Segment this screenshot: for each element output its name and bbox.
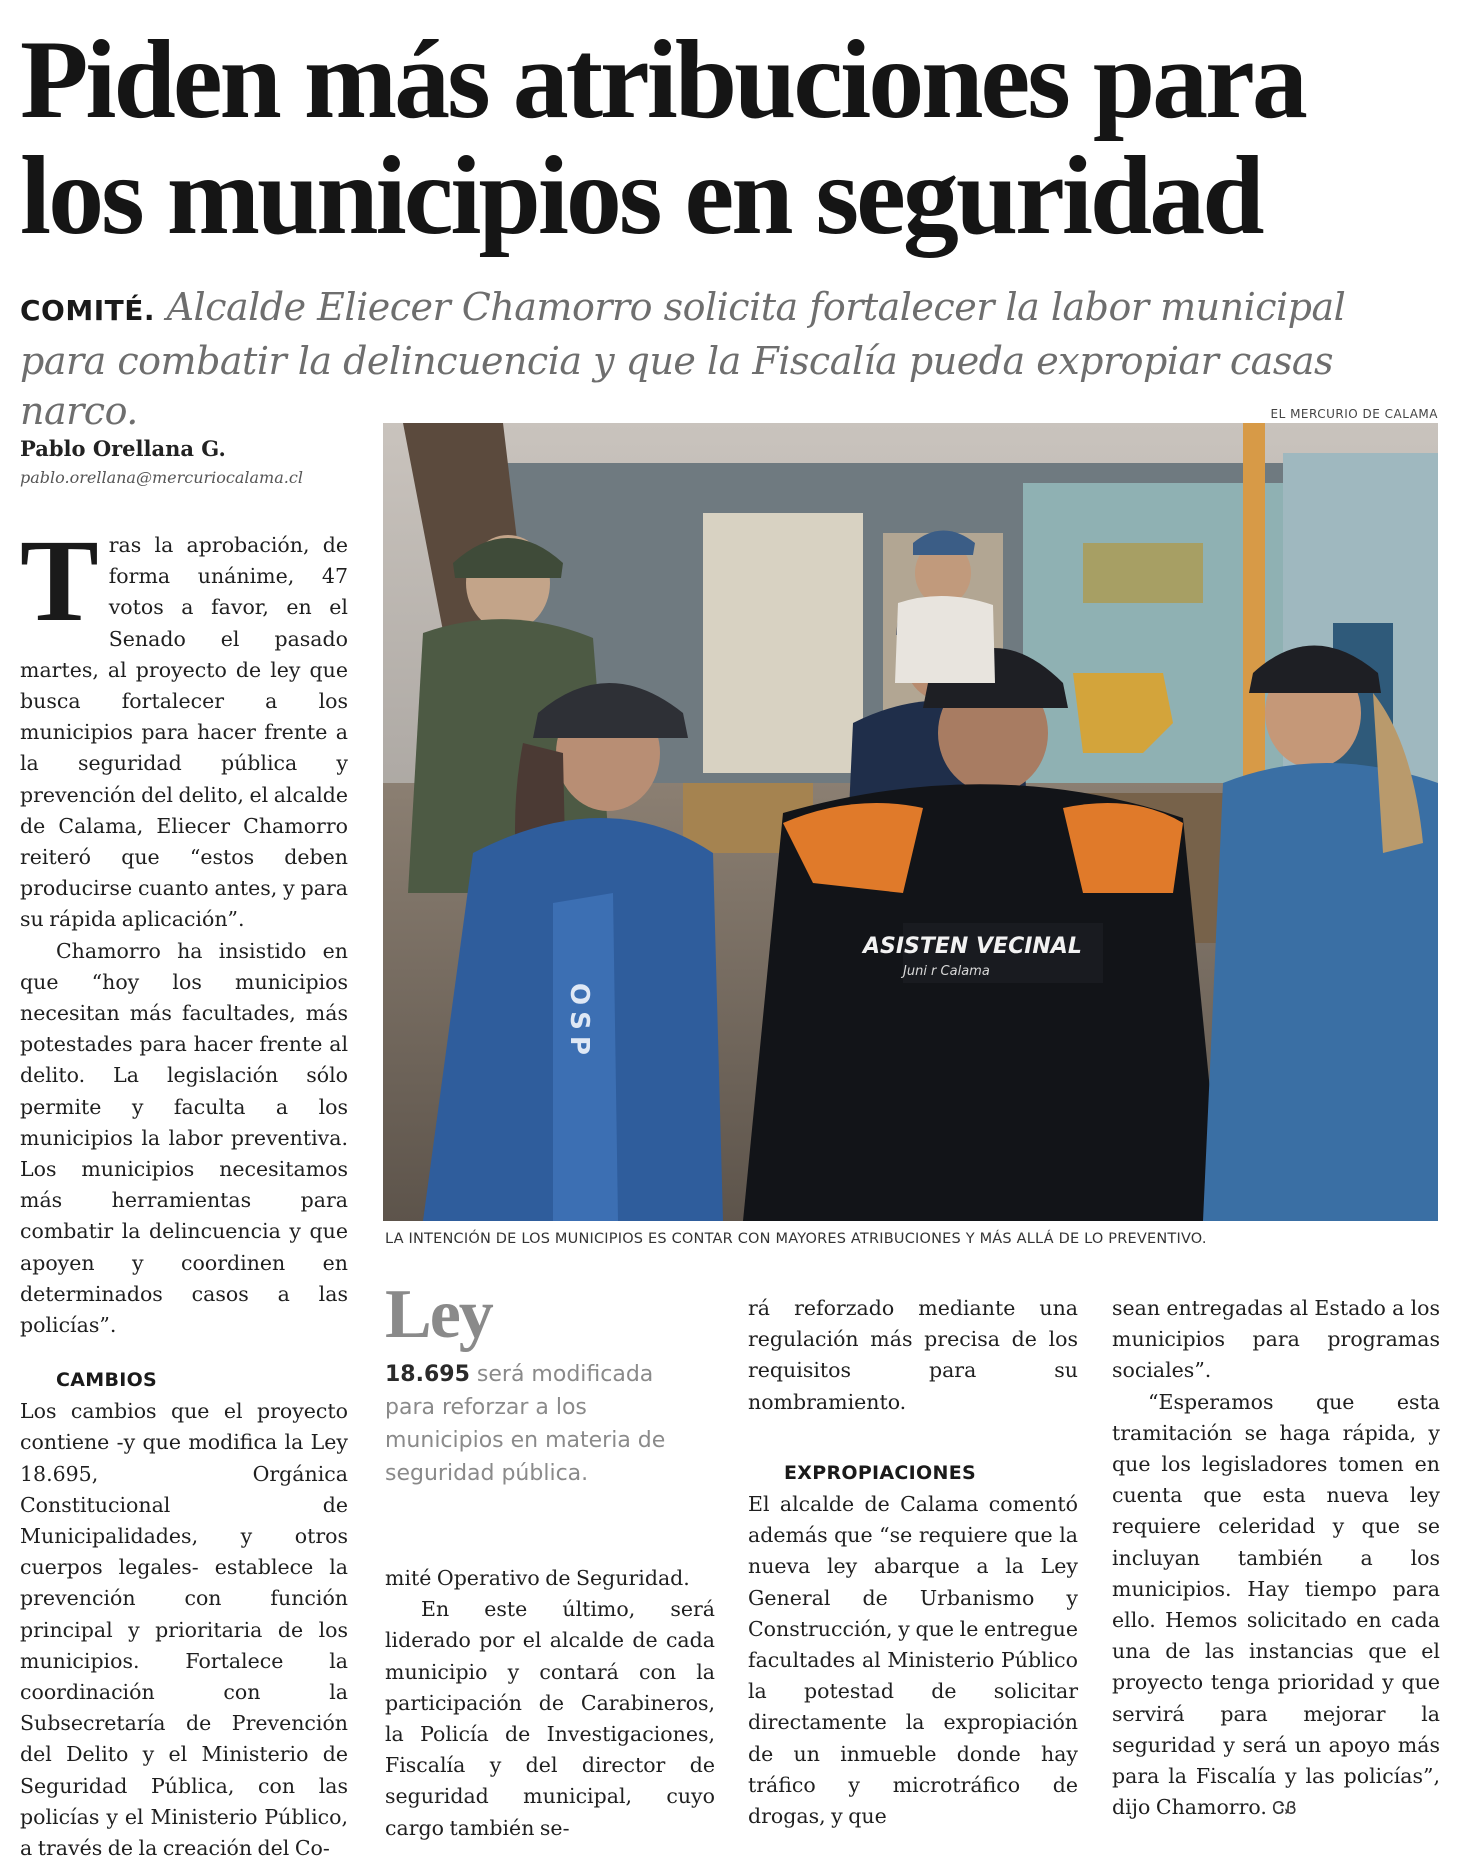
article-photo <box>383 423 1438 1221</box>
column-4 <box>1112 1293 1440 1824</box>
headline: Piden más atribuciones para los municipios en seguridad <box>20 18 1305 258</box>
vest-text: ASISTEN VECINAL <box>863 934 1082 959</box>
section-heading-cambios: CAMBIOS <box>56 1369 158 1391</box>
column-3 <box>748 1293 1078 1832</box>
deck <box>20 282 1440 436</box>
photo-caption: LA INTENCIÓN DE LOS MUNICIPIOS ES CONTAR CON MAYORES ATRIBUCIONES Y MÁS ALLÁ DE LO PREVENTIVO. <box>385 1231 1207 1247</box>
paragraph: Los cambios que el proyecto contiene -y que modifica la Ley 18.695, Orgánica Constitucional de Municipalidades, y otros cuerpos legales- establece la prevención con función principal y prioritaria de los municipios. Fortalece la coordinación con la Subsecretaría de Prevención del Delito y el Ministerio de Seguridad Pública, con las policías y el Ministerio Público, a través de la creación del Co- <box>20 1399 348 1861</box>
deck-text: Alcalde Eliecer Chamorro solicita fortalecer la labor municipal para combatir la delincuencia y que la Fiscalía pueda expropiar casas narco. <box>20 285 1346 433</box>
pullquote-text <box>385 1358 705 1490</box>
photo-credit: EL MERCURIO DE CALAMA <box>1270 407 1438 421</box>
column-1-lower <box>20 1365 348 1864</box>
paragraph: En este último, será liderado por el alcalde de cada municipio y contará con la participación de Carabineros, la Policía de Investigaciones, Fiscalía y del director de seguridad municipal, cuyo cargo también se- <box>385 1597 715 1840</box>
jacket-text: OSP <box>564 983 594 1061</box>
author-email[interactable]: pablo.orellana@mercuriocalama.cl <box>20 468 303 487</box>
kicker: COMITÉ. <box>20 294 155 327</box>
paragraph: El alcalde de Calama comentó además que “se requiere que la nueva ley abarque a la Ley General de Urbanismo y Construcción, y que le entregue facultades al Ministerio Público la potestad de solicitar directamente la expropiación de un inmueble donde hay tráfico y microtráfico de drogas, y que <box>748 1492 1078 1829</box>
section-heading-expropiaciones: EXPROPIACIONES <box>784 1461 976 1484</box>
paragraph: rá reforzado mediante una regulación más precisa de los requisitos para su nombramiento. <box>748 1296 1078 1414</box>
paragraph: Chamorro ha insistido en que “hoy los municipios necesitan más facultades, más potestades para hacer frente al delito. La legislación sólo permite y faculta a los municipios la labor preventiva. Los municipios necesitamos más herramientas para combatir la delincuencia y que apoyen y coordinen en determinados casos a las policías”. <box>20 938 348 1338</box>
paragraph: ras la aprobación, de forma unánime, 47 votos a favor, en el Senado el pasado martes, al proyecto de ley que busca fortalecer a los municipios para hacer frente a la seguridad pública y prevención del delito, el alcalde de Calama, Eliecer Chamorro reiteró que “estos deben producirse cuanto antes, y para su rápida aplicación”. <box>20 533 348 932</box>
paragraph: sean entregadas al Estado a los municipios para programas sociales”. <box>1112 1296 1440 1383</box>
paragraph-text: “Esperamos que esta tramitación se haga rápida, y que los legisladores tomen en cuenta que esta nueva ley requiere celeridad y que se incluyan también a los municipios. Hay tiempo para ello. Hemos solicitado en cada una de las instancias que el proyecto tenga prioridad y que servirá para mejorar la seguridad y será un apoyo más para la Fiscalía y las policías”, dijo Chamorro. <box>1112 1389 1440 1820</box>
column-2 <box>385 1563 715 1844</box>
pullquote-body: será modificada para reforzar a los municipios en materia de seguridad pública. <box>385 1362 666 1486</box>
paragraph: mité Operativo de Seguridad. <box>385 1566 690 1590</box>
photo-illustration <box>383 423 1438 1221</box>
column-1 <box>20 515 348 1341</box>
pullquote-title: Ley <box>385 1276 492 1353</box>
drop-cap: T <box>20 515 99 646</box>
paragraph <box>1112 1387 1440 1825</box>
author-name: Pablo Orellana G. <box>20 436 226 461</box>
end-mark-icon: ᏣᏰ <box>1272 1798 1297 1820</box>
pullquote-number: 18.695 <box>385 1362 470 1387</box>
vest-subtext: Juni r Calama <box>903 964 990 979</box>
